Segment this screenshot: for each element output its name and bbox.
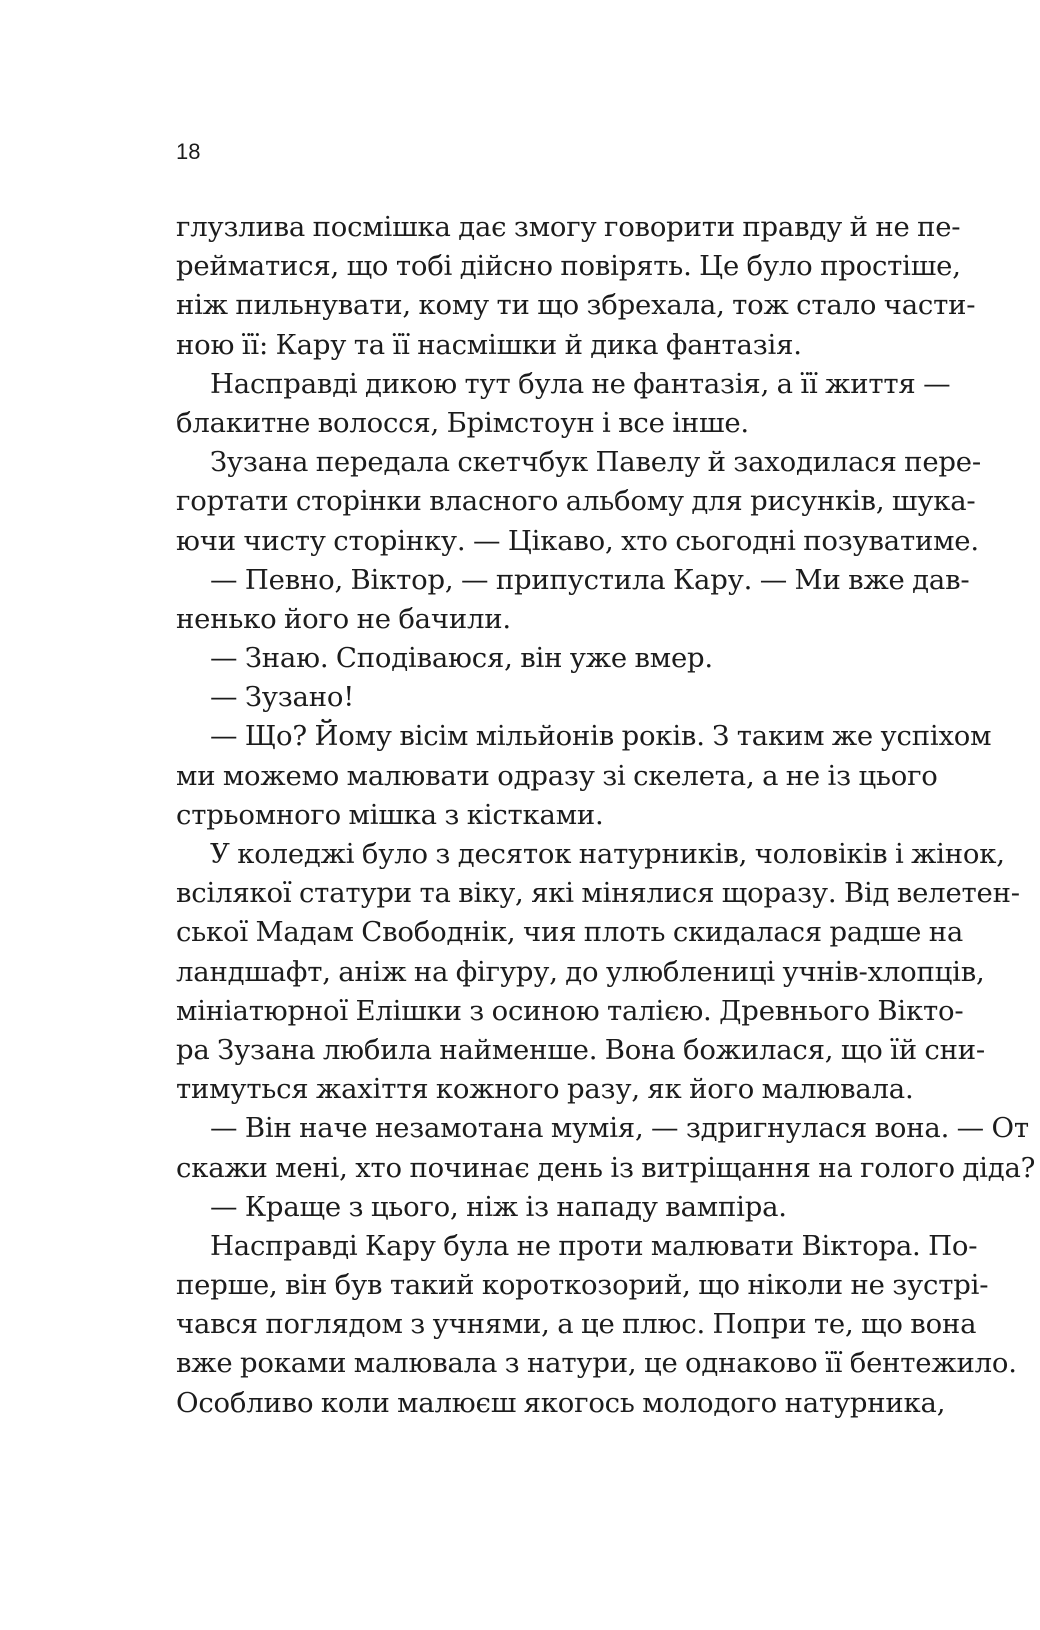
text-line: ської Мадам Свободнік, чия плоть скидалася радше на xyxy=(176,916,964,949)
text-line: — Що? Йому вісім мільйонів років. З таким же успіхом xyxy=(210,720,992,753)
text-line: У коледжі було з десяток натурників, чоловіків і жінок, xyxy=(210,838,1005,870)
text-line: ми можемо малювати одразу зі скелета, а не із цього xyxy=(176,759,938,792)
text-line: — Зузано! xyxy=(210,681,355,714)
text-line: ра Зузана любила найменше. Вона божилася, що їй сни- xyxy=(176,1033,985,1066)
text-line: ненько його не бачили. xyxy=(176,602,511,635)
text-line: ючи чисту сторінку. — Цікаво, хто сьогодні позуватиме. xyxy=(176,524,979,557)
text-line: скажи мені, хто починає день із витріщання на голого діда? xyxy=(176,1151,1036,1184)
text-line: рейматися, що тобі дійсно повірять. Це було простіше, xyxy=(176,250,961,283)
text-line: — Він наче незамотана мумія, — здригнулася вона. — От xyxy=(210,1112,1029,1145)
text-line: — Краще з цього, ніж із нападу вампіра. xyxy=(210,1190,787,1223)
text-line: стрьомного мішка з кістками. xyxy=(176,798,604,831)
text-line: вже роками малювала з натури, це однаково її бентежило. xyxy=(176,1347,1017,1380)
text-line: перше, він був такий короткозорий, що ніколи не зустрі- xyxy=(176,1269,989,1302)
text-line: мініатюрної Елішки з осиною талією. Древнього Вікто- xyxy=(176,994,964,1027)
text-line: гортати сторінки власного альбому для рисунків, шука- xyxy=(176,485,976,518)
text-line: ніж пильнувати, кому ти що збрехала, тож стало части- xyxy=(176,289,976,322)
text-line: Насправді Кару була не проти малювати Віктора. По- xyxy=(210,1229,978,1262)
text-line: — Певно, Віктор, — припустила Кару. — Ми вже дав- xyxy=(210,563,970,596)
text-line: тимуться жахіття кожного разу, як його малювала. xyxy=(176,1073,914,1106)
text-line: Особливо коли малюєш якогось молодого натурника, xyxy=(176,1386,946,1419)
text-line: ною її: Кару та її насмішки й дика фантазія. xyxy=(176,328,802,361)
text-line: — Знаю. Сподіваюся, він уже вмер. xyxy=(210,642,713,675)
text-line: ландшафт, аніж на фігуру, до улюблениці учнів-хлопців, xyxy=(176,955,985,988)
text-line: всілякої статури та віку, які мінялися щоразу. Від велетен- xyxy=(176,877,1020,910)
text-line: блакитне волосся, Брімстоун і все інше. xyxy=(176,406,749,439)
text-line: чався поглядом з учнями, а це плюс. Попри те, що вона xyxy=(176,1308,977,1341)
text-line: глузлива посмішка дає змогу говорити правду й не пе- xyxy=(176,211,961,243)
page-number: 18 xyxy=(176,139,201,164)
text-line: Насправді дикою тут була не фантазія, а її життя — xyxy=(210,367,951,400)
body-text xyxy=(176,208,1036,1423)
text-line: Зузана передала скетчбук Павелу й заходилася пере- xyxy=(210,446,981,479)
